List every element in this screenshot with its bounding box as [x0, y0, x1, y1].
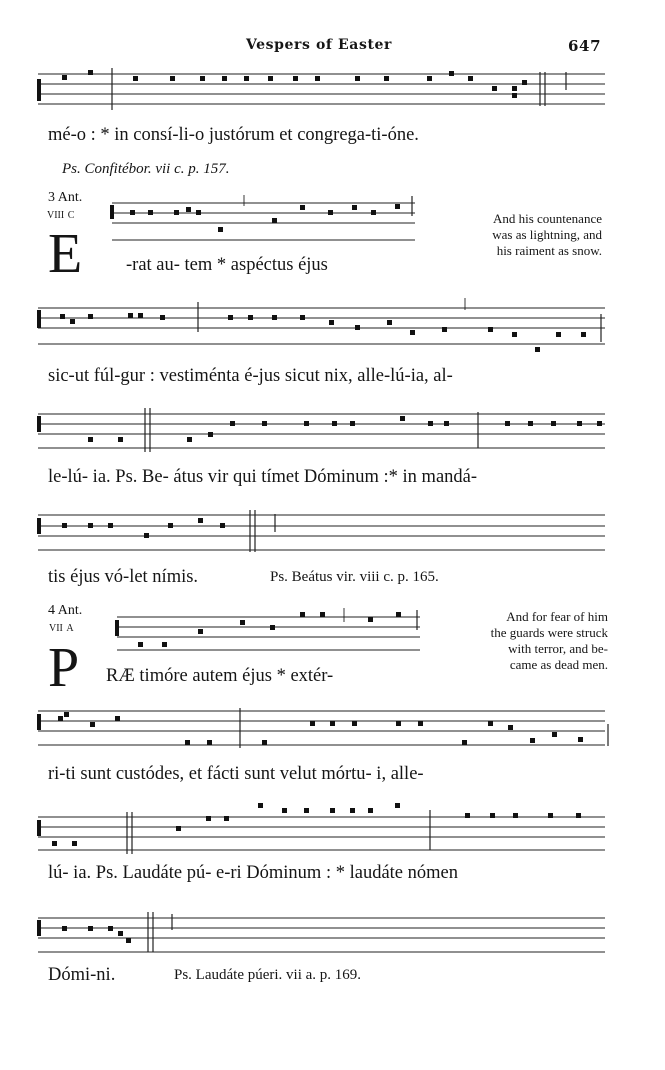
antiphon-4-mode: vii a — [49, 620, 74, 635]
lyric-line-9: Dómi-ni. — [48, 965, 116, 985]
antiphon-3-initial: E — [48, 223, 83, 285]
running-title: Vespers of Easter — [246, 37, 393, 53]
antiphon-4-initial: P — [48, 637, 80, 699]
staff-6 — [115, 608, 420, 650]
antiphon-4-translation — [420, 609, 608, 673]
page-number: 647 — [568, 37, 602, 55]
antiphon-3-mode: viii c — [47, 207, 75, 222]
lyric-line-3: sic-ut fúl-gur : vestiménta é-jus sicut nix, alle-lú-ia, al- — [48, 366, 453, 386]
staff-9 — [37, 912, 605, 952]
antiphon-4-number: 4 Ant. — [48, 603, 83, 618]
translation-line: with terror, and be- — [508, 641, 608, 656]
translation-line: was as lightning, and — [492, 227, 602, 242]
staff-8 — [37, 803, 605, 854]
lyric-line-4: le-lú- ia. Ps. Be- átus vir qui tímet Dóminum :* in mandá- — [48, 467, 478, 487]
staff-5 — [37, 510, 605, 552]
staff-7 — [37, 708, 608, 748]
antiphon-3-number: 3 Ant. — [48, 190, 83, 205]
lyric-line-2: -rat au- tem * aspéctus éjus — [126, 255, 328, 275]
psalm-ref-2: Ps. Beátus vir. viii c. p. 165. — [270, 569, 439, 585]
lyric-line-8: lú- ia. Ps. Laudáte pú- e-ri Dóminum : * laudáte nómen — [48, 863, 458, 883]
lyric-line-1: mé-o : * in consí-li-o justórum et congrega-ti-óne. — [48, 125, 419, 145]
translation-line: his raiment as snow. — [496, 243, 602, 258]
psalm-ref-3: Ps. Laudáte púeri. vii a. p. 169. — [174, 967, 362, 983]
antiphon-3-translation — [420, 211, 602, 259]
staff-2 — [110, 195, 415, 240]
lyric-line-6: RÆ timóre autem éjus * extér- — [106, 666, 334, 686]
translation-line: came as dead men. — [509, 657, 608, 672]
translation-line: And his countenance — [492, 211, 602, 226]
psalm-ref-1: Ps. Confitébor. vii c. p. 157. — [62, 161, 230, 177]
translation-line: the guards were struck — [490, 625, 608, 640]
translation-line: And for fear of him — [506, 609, 608, 624]
staff-3 — [37, 298, 605, 352]
lyric-line-7: ri-ti sunt custódes, et fácti sunt velut mórtu- i, alle- — [48, 764, 424, 784]
staff-4 — [37, 408, 605, 452]
staff-1 — [37, 68, 605, 110]
lyric-line-5: tis éjus vó-let nímis. — [48, 567, 199, 587]
